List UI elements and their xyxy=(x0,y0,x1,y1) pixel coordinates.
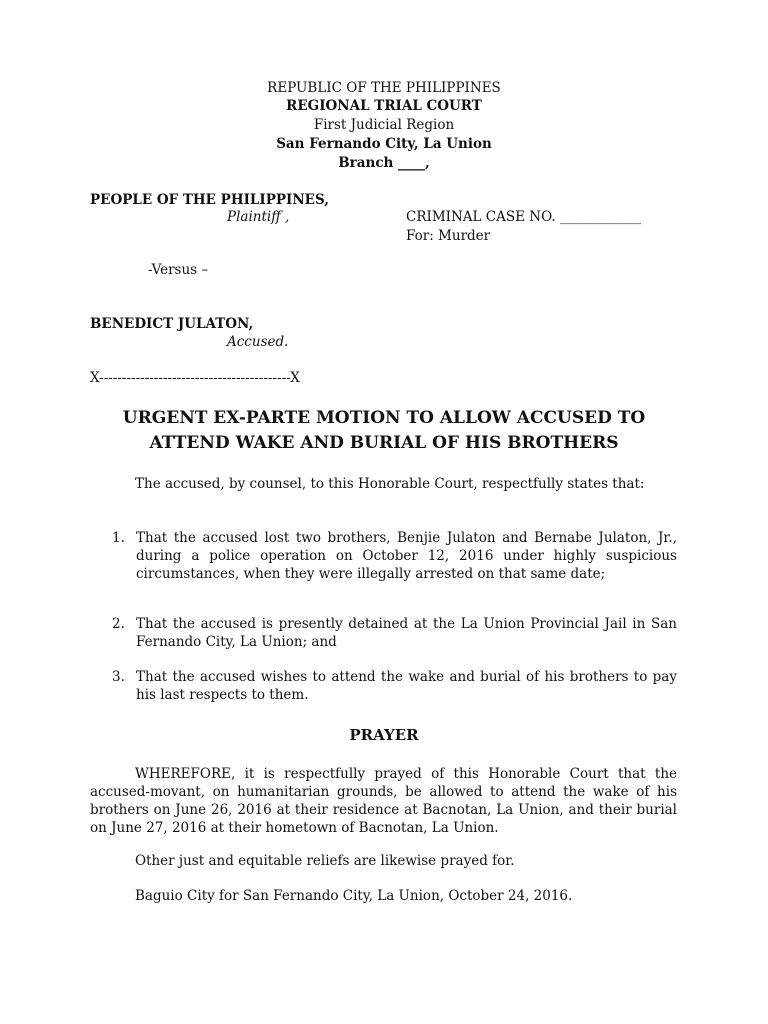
header-court: REGIONAL TRIAL COURT xyxy=(286,98,482,114)
list-item xyxy=(112,615,677,651)
list-item-text: That the accused is presently detained at the La Union Provincial Jail in San Fernando City, La Union; and xyxy=(136,616,677,650)
list-item-number: 3. xyxy=(112,669,125,685)
header-branch: Branch ____, xyxy=(338,155,430,171)
motion-title-line1: URGENT EX-PARTE MOTION TO ALLOW ACCUSED TO xyxy=(122,408,646,428)
list-item-text: That the accused lost two brothers, Benjie Julaton and Bernabe Julaton, Jr., during a police operation on October 12, 2016 under highly suspicious circumstances, when they were illegally arrested on that same date; xyxy=(136,530,677,582)
list-item xyxy=(112,529,677,583)
list-item-number: 2. xyxy=(112,616,125,632)
prayer-paragraph: WHEREFORE, it is respectfully prayed of this Honorable Court that the accused-movant, on humanitarian grounds, be allowed to attend the wake of his brothers on June 26, 2016 at their residence at Bacnotan, La Union, and their burial on June 27, 2016 at their hometown of Bacnotan, La Union. xyxy=(90,766,677,836)
header-republic: REPUBLIC OF THE PHILIPPINES xyxy=(267,80,501,96)
plaintiff-name: PEOPLE OF THE PHILIPPINES, xyxy=(90,192,329,208)
list-item xyxy=(112,668,677,704)
header-city: San Fernando City, La Union xyxy=(276,136,492,152)
motion-title-line2: ATTEND WAKE AND BURIAL OF HIS BROTHERS xyxy=(149,433,619,453)
accused-role: Accused. xyxy=(227,334,289,350)
intro-paragraph: The accused, by counsel, to this Honorable Court, respectfully states that: xyxy=(135,476,645,492)
accused-name: BENEDICT JULATON, xyxy=(90,316,254,332)
list-item-text: That the accused wishes to attend the wake and burial of his brothers to pay his last respects to them. xyxy=(136,669,677,703)
plaintiff-role: Plaintiff , xyxy=(227,209,290,225)
reliefs-paragraph: Other just and equitable reliefs are likewise prayed for. xyxy=(135,853,515,869)
prayer-heading: PRAYER xyxy=(349,726,419,744)
caption-separator: X------------------------------------------X xyxy=(90,370,300,386)
versus-label: -Versus – xyxy=(148,262,209,278)
place-date-paragraph: Baguio City for San Fernando City, La Union, October 24, 2016. xyxy=(135,888,573,904)
case-number: CRIMINAL CASE NO. ____________ xyxy=(406,209,641,225)
header-region: First Judicial Region xyxy=(313,117,455,133)
case-for: For: Murder xyxy=(406,228,491,244)
list-item-number: 1. xyxy=(112,530,125,546)
